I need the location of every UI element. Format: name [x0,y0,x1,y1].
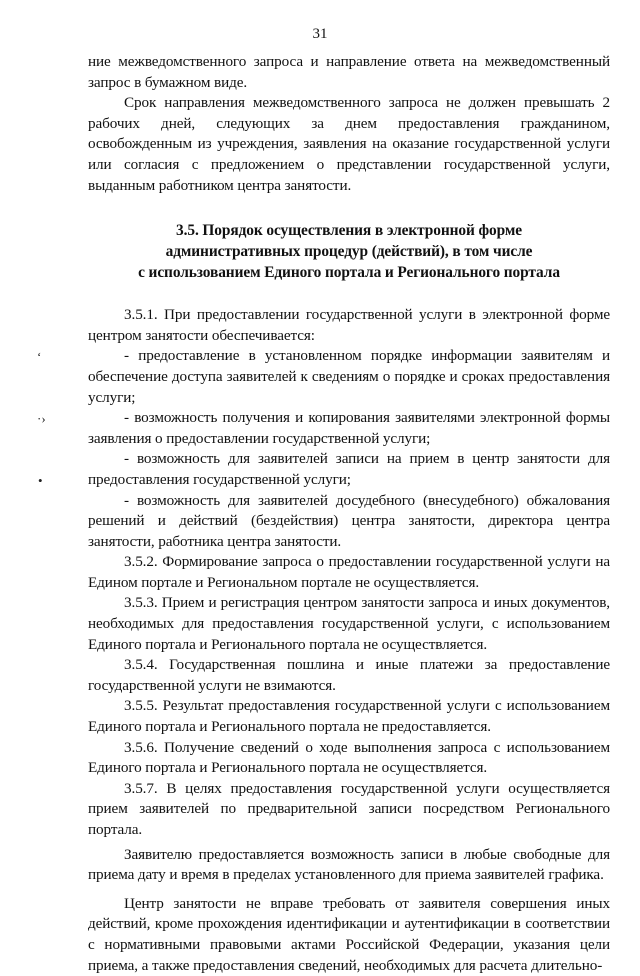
paragraph: Заявителю предоставляется возможность записи в любые свободные для приема дату и время в пределах установленного для приема заявителей графика. [88,845,610,884]
section-heading-line: с использованием Единого портала и Регионального портала [138,264,560,282]
list-item: - предоставление в установленном порядке информации заявителям и обеспечение доступа заявителей к сведениям о порядке и сроках предоставления услуги; [88,347,610,406]
list-item: - возможность для заявителей досудебного (внесудебного) обжалования решений и действий (бездействия) центра занятости, директора центра занятости, работника центра занятости. [88,491,610,550]
paragraph: Срок направления межведомственного запроса не должен превышать 2 рабочих дней, следующих за днем предоставления гражданином, освобожденным из учреждения, заявления на оказание государственной услуги или согласия с предложением о представлении государственной услуги, выданным работником центра занятости. [88,94,610,194]
paragraph: 3.5.5. Результат предоставления государственной услуги с использованием Единого портала и Регионального портала не предоставляется. [88,697,610,736]
paragraph: 3.5.1. При предоставлении государственной услуги в электронной форме центром занятости обеспечивается: [88,306,610,344]
margin-mark-icon: • [38,473,43,488]
margin-mark-icon: ·› [37,411,46,426]
list-item: - возможность для заявителей записи на прием в центр занятости для предоставления государственной услуги; [88,450,610,488]
section-heading-line: 3.5. Порядок осуществления в электронной форме [176,222,522,240]
document-body [88,52,610,976]
margin-mark-icon: ‘ [37,349,42,364]
page-number: 31 [312,26,328,42]
paragraph: 3.5.4. Государственная пошлина и иные платежи за предоставление государственной услуги не взимаются. [88,656,610,694]
paragraph-continuation: ние межведомственного запроса и направление ответа на межведомственный запрос в бумажном виде. [88,53,610,91]
paragraph: 3.5.3. Прием и регистрация центром занятости запроса и иных документов, необходимых для предоставления государственной услуги, с использованием Единого портала и Регионального портала не осуществляется. [88,594,610,653]
paragraph: 3.5.7. В целях предоставления государственной услуги осуществляется прием заявителей по предварительной записи посредством Регионального портала. [88,779,610,838]
section-heading [88,220,610,283]
paragraph: Центр занятости не вправе требовать от заявителя совершения иных действий, кроме прохождения идентификации и аутентификации в соответствии с нормативными правовыми актами Российской Федерации, указания цели приема, а также предоставления сведений, необходимых для расчета длительно- [88,894,610,974]
paragraph: 3.5.2. Формирование запроса о предоставлении государственной услуги на Едином портале и Региональном портале не осуществляется. [88,553,610,591]
paragraph: 3.5.6. Получение сведений о ходе выполнения запроса с использованием Единого портала и Регионального портала не осуществляется. [88,738,610,777]
list-item: - возможность получения и копирования заявителями электронной формы заявления о предоставлении государственной услуги; [88,409,610,447]
section-heading-line: административных процедур (действий), в том числе [165,243,533,261]
